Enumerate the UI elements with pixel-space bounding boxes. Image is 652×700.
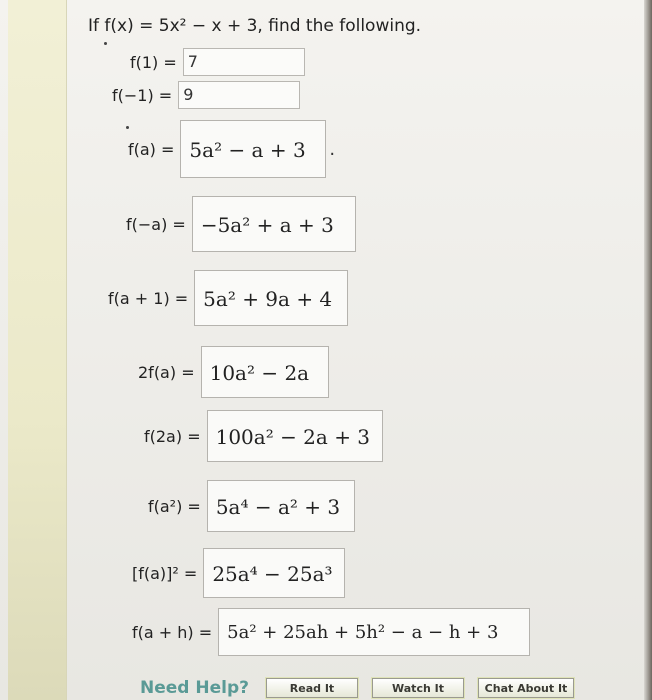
question-margin-strip xyxy=(8,0,67,700)
math-answer-box[interactable]: 5a⁴ − a² + 3 xyxy=(207,480,355,532)
answer-row-fah xyxy=(132,608,530,656)
math-answer-box[interactable]: 5a² + 9a + 4 xyxy=(194,270,348,326)
chat-about-it-button[interactable]: Chat About It xyxy=(478,678,574,698)
math-answer-box[interactable]: 5a² − a + 3 xyxy=(180,120,326,178)
answer-row-fnega xyxy=(126,196,356,252)
answer-label: f(a²) = xyxy=(148,496,201,516)
math-answer-box[interactable]: 10a² − 2a xyxy=(201,346,329,398)
answer-label: f(2a) = xyxy=(144,426,201,446)
answer-label: f(a) = xyxy=(128,139,175,159)
answer-row-fa xyxy=(128,120,335,178)
answer-input-f1[interactable]: 7 xyxy=(183,48,305,76)
answer-label: f(a + h) = xyxy=(132,622,213,642)
screen-edge xyxy=(644,0,652,700)
question-title: If f(x) = 5x² − x + 3, find the following. xyxy=(88,16,422,36)
input-row-f1 xyxy=(130,48,305,76)
need-help-label: Need Help? xyxy=(140,678,249,698)
math-answer-box[interactable]: 100a² − 2a + 3 xyxy=(207,410,383,462)
pen-mark xyxy=(104,42,107,45)
answer-row-fa1 xyxy=(108,270,348,326)
trailing-period: . xyxy=(329,138,336,160)
answer-label: 2f(a) = xyxy=(138,362,195,382)
watch-it-button[interactable]: Watch It xyxy=(372,678,464,698)
answer-label: [f(a)]² = xyxy=(132,563,198,583)
read-it-button[interactable]: Read It xyxy=(266,678,358,698)
answer-label: f(a + 1) = xyxy=(108,288,189,308)
answer-row-fa-squared xyxy=(132,548,345,598)
math-answer-box[interactable]: 5a² + 25ah + 5h² − a − h + 3 xyxy=(218,608,530,656)
answer-row-fa2 xyxy=(148,480,355,532)
answer-input-fneg1[interactable]: 9 xyxy=(178,81,300,109)
answer-label: f(−a) = xyxy=(126,214,186,234)
input-label: f(−1) = xyxy=(112,85,173,105)
math-answer-box[interactable]: 25a⁴ − 25a³ xyxy=(203,548,345,598)
answer-row-2fa xyxy=(138,346,329,398)
input-label: f(1) = xyxy=(130,52,177,72)
answer-row-f2a xyxy=(144,410,383,462)
input-row-fneg1 xyxy=(112,81,300,109)
math-answer-box[interactable]: −5a² + a + 3 xyxy=(192,196,356,252)
